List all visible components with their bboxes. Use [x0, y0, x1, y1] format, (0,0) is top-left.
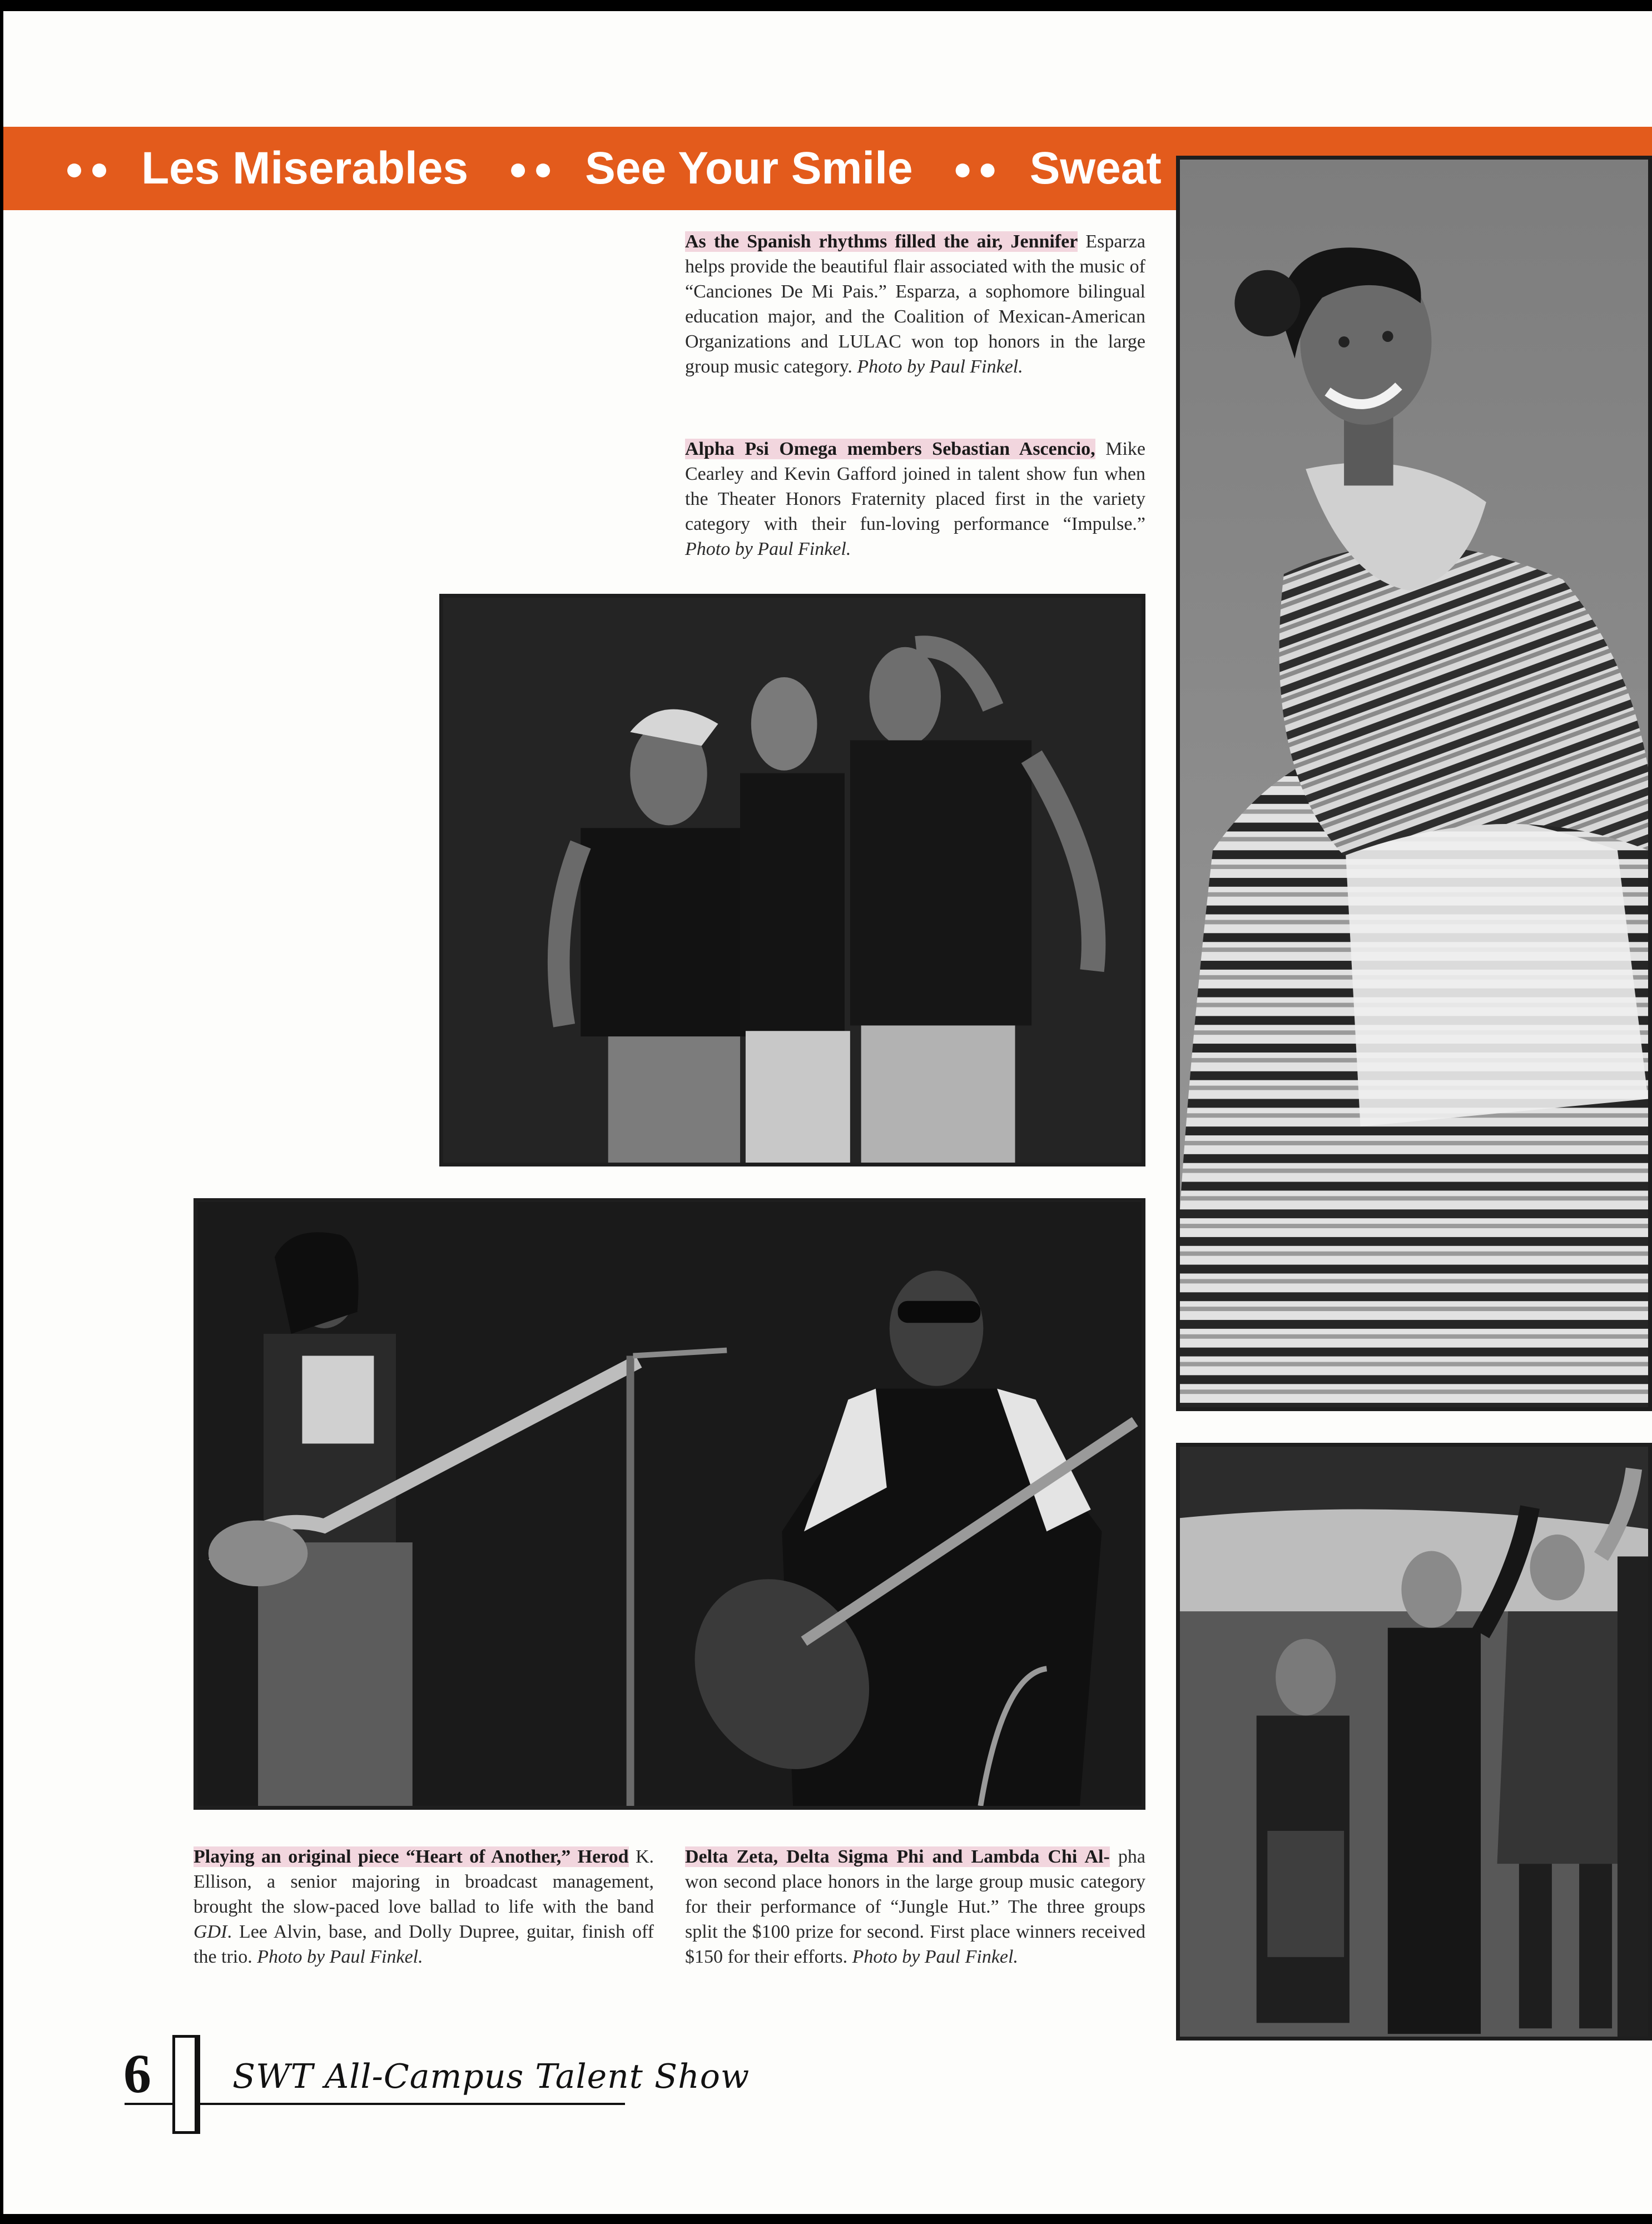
photo-heart-of-another [194, 1198, 1145, 1810]
page-number: 6 [123, 2043, 151, 2104]
caption-alpha-psi-omega [685, 436, 1145, 562]
photo-credit: Photo by Paul Finkel. [685, 539, 851, 559]
caption-jungle-hut [685, 1844, 1145, 1969]
caption-esparza [685, 229, 1145, 379]
photo-folk-dancer [1176, 156, 1652, 1411]
caption-body: Mike Cearley and Kevin Gafford joined in talent show fun when the Theater Honors Fraternity placed first in the variety category with their fun-loving performance “Impulse.” [685, 439, 1145, 534]
caption-body: pha won second place honors in the large group music category for their performance of “Jungle Hut.” The three groups split the $100 prize for second. First place winners received $150 for their efforts. [685, 1846, 1145, 1967]
dance-group-illustration [1180, 1447, 1648, 2037]
photo-alpha-psi-omega [439, 594, 1145, 1166]
banner-item: Les Miserables [141, 143, 469, 193]
band-name: GDI [194, 1922, 227, 1942]
dancer-illustration [1180, 160, 1648, 1407]
caption-lead: Alpha Psi Omega members Sebastian Ascencio, [685, 439, 1095, 459]
folio-bracket [172, 2035, 200, 2134]
caption-heart-of-another [194, 1844, 654, 1969]
banner-item: Sweat [1029, 143, 1162, 193]
bullet-dots-icon: ●● [508, 150, 559, 187]
photo-jungle-hut-performance [1176, 1443, 1652, 2041]
caption-body: . Lee Alvin, base, and Dolly Dupree, guitar, finish off the trio. [194, 1922, 654, 1967]
caption-body: Esparza helps provide the beautiful flair associated with the music of “Canciones De Mi Pais.” Esparza, a sophomore bilingual education major, and the Coalition of Mexican-American Organizations and LULAC won top honors in the large group music category. [685, 231, 1146, 377]
photo-credit: Photo by Paul Finkel. [852, 1947, 1018, 1967]
bullet-dots-icon: ●● [65, 150, 115, 187]
banner-track [3, 127, 1202, 210]
caption-lead: Playing an original piece “Heart of Another,” Herod [194, 1846, 629, 1867]
banner-item: See Your Smile [585, 143, 913, 193]
bullet-dots-icon: ●● [952, 150, 1003, 187]
caption-lead: Delta Zeta, Delta Sigma Phi and Lambda Chi Al- [685, 1846, 1110, 1867]
band-illustration [197, 1202, 1142, 1806]
photo-credit: Photo by Paul Finkel. [857, 356, 1023, 377]
photo-credit: Photo by Paul Finkel. [257, 1947, 423, 1967]
caption-lead: As the Spanish rhythms filled the air, Jennifer [685, 231, 1078, 252]
running-footer-title: SWT All-Campus Talent Show [232, 2057, 750, 2096]
caption-body: K. Ellison, a senior majoring in broadcast management, brought the slow-paced love ballad to life with the band [194, 1846, 654, 1917]
trio-illustration [443, 598, 1142, 1163]
